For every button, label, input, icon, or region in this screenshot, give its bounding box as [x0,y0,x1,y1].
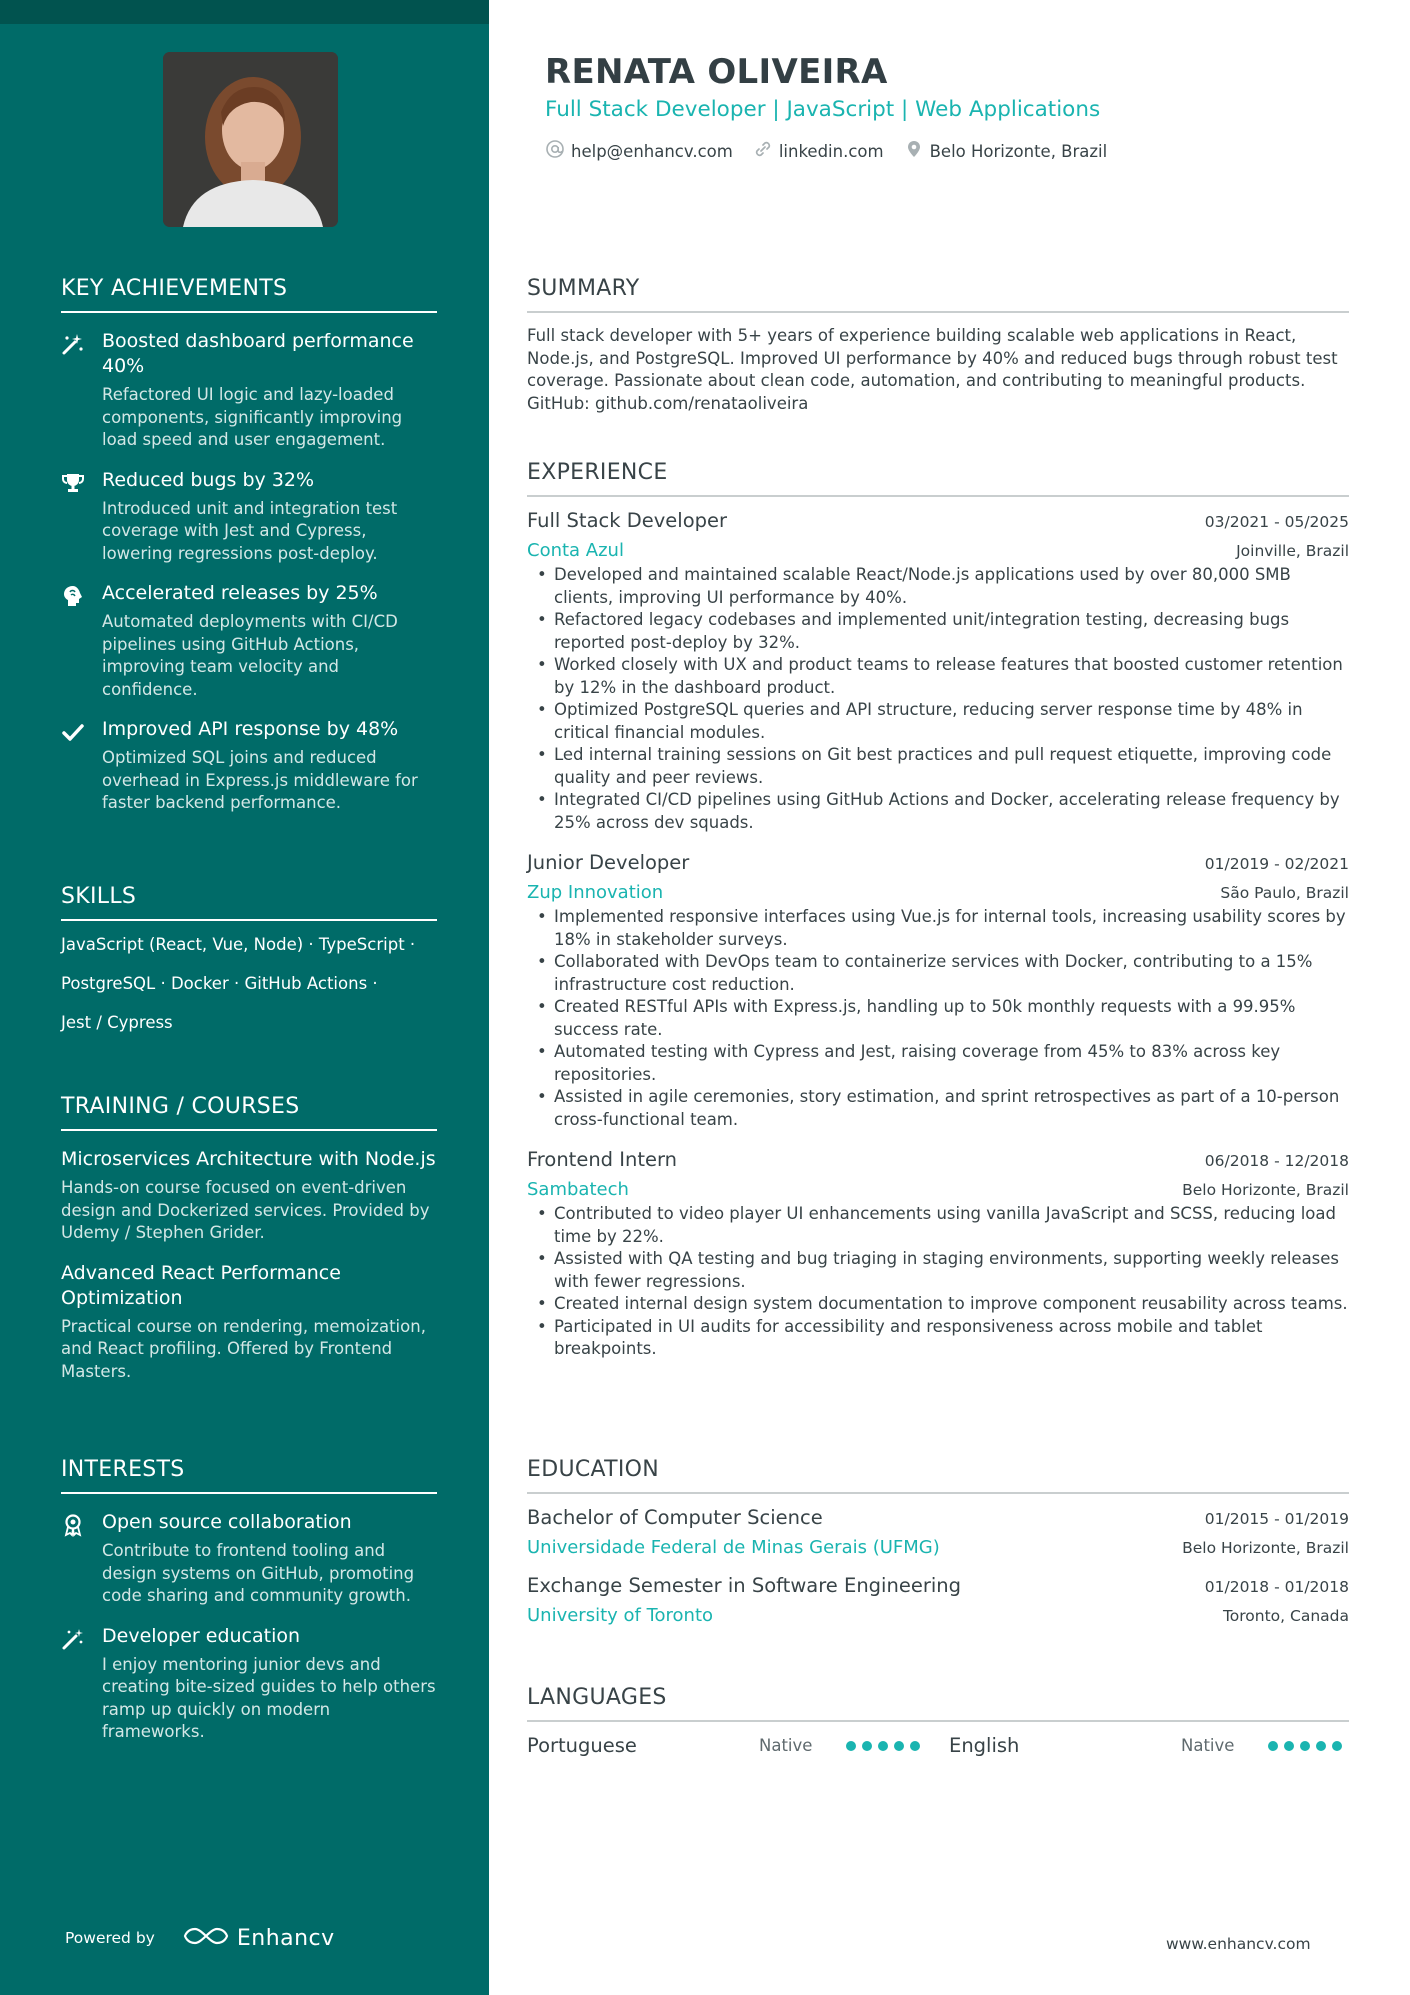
languages-heading: LANGUAGES [527,1685,1349,1722]
job-title: Frontend Intern [527,1148,678,1171]
course-item [61,1261,437,1384]
brain-icon [61,584,85,608]
course-desc: Hands-on course focused on event-driven design and Dockerized services. Provided by Udemy / Stephen Grider. [61,1178,430,1242]
powered-by-label: Powered by [65,1929,155,1947]
powered-by [65,1925,335,1951]
job-dates: 03/2021 - 05/2025 [1204,513,1349,531]
interests-heading: INTERESTS [61,1457,437,1494]
at-sign-icon [545,139,571,163]
language-level: Native [759,1736,813,1755]
language-item [527,1734,926,1757]
job-title: Full Stack Developer [527,509,728,532]
candidate-name: RENATA OLIVEIRA [545,52,888,92]
achievement-item [61,329,437,452]
location-text: Belo Horizonte, Brazil [929,141,1108,161]
language-item [949,1734,1348,1757]
summary-heading: SUMMARY [527,276,1349,313]
proficiency-dot [846,1741,856,1751]
achievement-title: Accelerated releases by 25% [102,582,378,604]
achievement-desc: Optimized SQL joins and reduced overhead in Express.js middleware for faster backend performance. [102,748,418,812]
proficiency-dot [910,1741,920,1751]
trophy-icon [61,471,85,495]
proficiency-dots [1268,1741,1348,1751]
bullet-item: • Created RESTful APIs with Express.js, handling up to 50k monthly requests with a 99.95% success rate. [527,996,1349,1041]
interest-desc: Contribute to frontend tooling and design systems on GitHub, promoting code sharing and community growth. [102,1541,415,1605]
bullet-item: • Contributed to video player UI enhancements using vanilla JavaScript and SCSS, reducing load time by 22%. [527,1203,1349,1248]
achievement-desc: Refactored UI logic and lazy-loaded components, significantly improving load speed and user engagement. [102,385,403,449]
course-title: Microservices Architecture with Node.js [61,1148,436,1170]
company-name: Sambatech [527,1179,629,1200]
candidate-role: Full Stack Developer | JavaScript | Web Applications [545,97,1101,122]
achievement-item [61,468,437,566]
linkedin-text[interactable]: linkedin.com [778,141,884,161]
job-bullets [527,906,1349,1131]
education-dates: 01/2015 - 01/2019 [1204,1510,1349,1528]
course-item [61,1147,437,1245]
job-dates: 06/2018 - 12/2018 [1204,1152,1349,1170]
bullet-item: • Led internal training sessions on Git best practices and pull request etiquette, improving code quality and peer reviews. [527,744,1349,789]
contact-linkedin[interactable] [753,139,884,163]
checkmark-icon [61,720,85,744]
interests-section [61,1457,437,1744]
proficiency-dot [1284,1741,1294,1751]
languages-row [527,1734,1349,1757]
achievement-item [61,717,437,815]
proficiency-dot [1316,1741,1326,1751]
achievements-heading: KEY ACHIEVEMENTS [61,276,437,313]
course-desc: Practical course on rendering, memoization, and React profiling. Offered by Frontend Masters. [61,1316,426,1381]
sidebar [0,0,489,1995]
proficiency-dot [878,1741,888,1751]
bullet-item: • Implemented responsive interfaces using Vue.js for internal tools, increasing usability scores by 18% in stakeholder surveys. [527,906,1349,951]
interest-desc: I enjoy mentoring junior devs and creating bite-sized guides to help others ramp up quickly on modern frameworks. [102,1654,436,1741]
proficiency-dot [862,1741,872,1751]
skills-line: Jest / Cypress [61,1013,173,1032]
job-entry [527,509,1349,834]
bullet-item: • Developed and maintained scalable React/Node.js applications used by over 80,000 SMB clients, improving UI performance by 40%. [527,564,1349,609]
job-location: São Paulo, Brazil [1220,884,1349,902]
award-icon [61,1513,85,1537]
school-location: Belo Horizonte, Brazil [1182,1539,1349,1557]
interest-title: Open source collaboration [102,1511,352,1533]
bullet-item: • Participated in UI audits for accessibility and responsiveness across mobile and tablet breakpoints. [527,1316,1349,1361]
contact-location [904,139,1108,163]
bullet-item: • Automated testing with Cypress and Jest, raising coverage from 45% to 83% across key repositories. [527,1041,1349,1086]
magic-wand-icon [61,1627,85,1651]
bullet-item: • Assisted with QA testing and bug triaging in staging environments, supporting weekly releases with fewer regressions. [527,1248,1349,1293]
company-name: Zup Innovation [527,882,664,903]
website-link[interactable]: www.enhancv.com [1166,1935,1311,1953]
bullet-item: • Refactored legacy codebases and implemented unit/integration testing, decreasing bugs reported post-deploy by 32%. [527,609,1349,654]
experience-heading: EXPERIENCE [527,460,1349,497]
bullet-item: • Collaborated with DevOps team to containerize services with Docker, contributing to a 15% infrastructure cost reduction. [527,951,1349,996]
language-name: English [949,1734,1020,1757]
proficiency-dot [1300,1741,1310,1751]
summary-text: Full stack developer with 5+ years of experience building scalable web applications in React, Node.js, and PostgreSQL. Improved UI performance by 40% and reduced bugs through robust test coverage. Passionate about clean code, automation, and contributing to meaningful products. GitHub: github.com/renataoliveira [527,326,1338,413]
email-text[interactable]: help@enhancv.com [571,141,733,161]
skills-line: PostgreSQL · Docker · GitHub Actions · [61,974,378,993]
achievement-item [61,581,437,701]
language-name: Portuguese [527,1734,637,1757]
job-entry [527,1148,1349,1361]
school-name: University of Toronto [527,1605,714,1626]
degree-title: Exchange Semester in Software Engineering [527,1574,961,1597]
company-name: Conta Azul [527,540,624,561]
enhancv-logo-icon [183,1925,229,1951]
languages-section [527,1685,1349,1757]
profile-photo [163,52,338,227]
contact-email[interactable] [545,139,733,163]
education-heading: EDUCATION [527,1457,1349,1494]
interest-item [61,1624,437,1744]
proficiency-dot [1268,1741,1278,1751]
job-title: Junior Developer [527,851,690,874]
training-heading: TRAINING / COURSES [61,1094,437,1131]
job-bullets [527,564,1349,834]
education-entry [527,1574,1349,1626]
job-location: Joinville, Brazil [1236,542,1349,560]
bullet-item: • Integrated CI/CD pipelines using GitHub Actions and Docker, accelerating release frequency by 25% across dev squads. [527,789,1349,834]
magic-wand-icon [61,332,85,356]
skills-line: JavaScript (React, Vue, Node) · TypeScript · [61,935,416,954]
education-section [527,1457,1349,1626]
job-bullets [527,1203,1349,1361]
contact-bar [545,139,1127,163]
job-location: Belo Horizonte, Brazil [1182,1181,1349,1199]
experience-section [527,460,1349,1361]
skills-section [61,884,437,1042]
achievement-title: Improved API response by 48% [102,718,399,740]
enhancv-brand[interactable]: Enhancv [236,1925,335,1951]
proficiency-dot [894,1741,904,1751]
course-title: Advanced React Performance Optimization [61,1261,341,1309]
degree-title: Bachelor of Computer Science [527,1506,823,1529]
bullet-item: • Created internal design system documentation to improve component reusability across teams. [527,1293,1349,1316]
training-section [61,1094,437,1383]
map-pin-icon [904,139,930,163]
interest-item [61,1510,437,1608]
bullet-item: • Optimized PostgreSQL queries and API structure, reducing server response time by 48% in critical financial modules. [527,699,1349,744]
job-entry [527,851,1349,1131]
achievement-desc: Automated deployments with CI/CD pipelines using GitHub Actions, improving team velocity and confidence. [102,612,398,699]
summary-section [527,276,1349,415]
language-level: Native [1181,1736,1235,1755]
achievement-title: Boosted dashboard performance 40% [102,330,414,377]
interest-title: Developer education [102,1624,301,1647]
skills-heading: SKILLS [61,884,437,921]
link-icon [753,139,779,163]
achievement-title: Reduced bugs by 32% [102,468,315,491]
school-name: Universidade Federal de Minas Gerais (UFMG) [527,1537,940,1558]
school-location: Toronto, Canada [1222,1607,1349,1625]
education-entry [527,1506,1349,1558]
bullet-item: • Assisted in agile ceremonies, story estimation, and sprint retrospectives as part of a 10-person cross-functional team. [527,1086,1349,1131]
proficiency-dot [1332,1741,1342,1751]
achievements-section [61,276,437,815]
job-dates: 01/2019 - 02/2021 [1204,855,1349,873]
sidebar-top-strip [0,0,489,24]
education-dates: 01/2018 - 01/2018 [1204,1578,1349,1596]
bullet-item: • Worked closely with UX and product teams to release features that boosted customer retention by 12% in the dashboard product. [527,654,1349,699]
proficiency-dots [846,1741,926,1751]
achievement-desc: Introduced unit and integration test coverage with Jest and Cypress, lowering regressions post-deploy. [102,498,398,563]
